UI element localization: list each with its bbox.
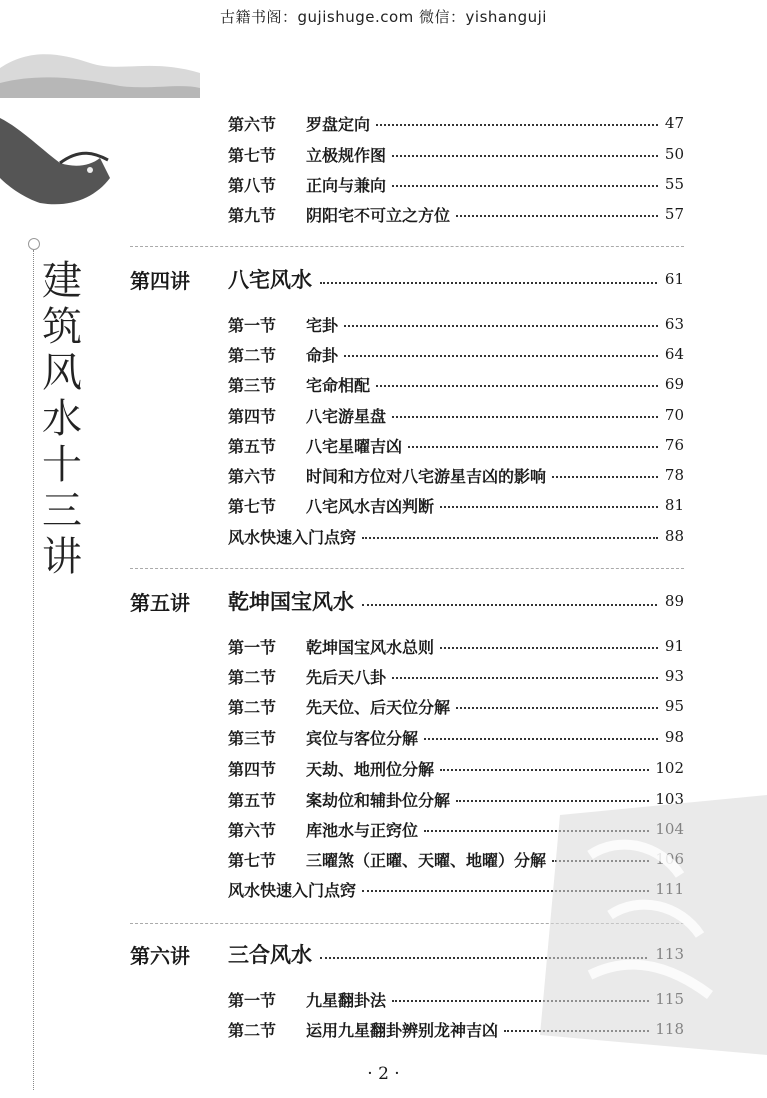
toc-entry[interactable] xyxy=(228,463,684,487)
section-title: 阴阳宅不可立之方位 xyxy=(306,205,451,225)
section-title: 先天位、后天位分解 xyxy=(306,697,451,717)
section-number: 第一节 xyxy=(228,990,277,1010)
section-number: 第七节 xyxy=(228,496,277,516)
lecture-title: 三合风水 xyxy=(228,942,312,967)
section-number: 第七节 xyxy=(228,850,277,870)
leader-dots xyxy=(424,738,658,740)
leader-dots xyxy=(392,185,658,187)
leader-dots xyxy=(376,385,658,387)
lecture-number: 第六讲 xyxy=(130,943,190,968)
section-title: 案劫位和辅卦位分解 xyxy=(306,790,451,810)
watermark-stamp xyxy=(530,795,767,1055)
page-ref: 57 xyxy=(664,205,684,223)
section-title: 乾坤国宝风水总则 xyxy=(306,637,435,657)
page-ref: 91 xyxy=(664,637,684,655)
section-title: 宅卦 xyxy=(306,315,339,335)
leader-dots xyxy=(552,476,658,478)
page-ref: 89 xyxy=(664,592,684,610)
section-number: 第一节 xyxy=(228,315,277,335)
toc-entry[interactable] xyxy=(228,433,684,457)
section-number: 第一节 xyxy=(228,637,277,657)
page-number: · 2 · xyxy=(367,1064,400,1084)
section-number: 第九节 xyxy=(228,205,277,225)
page-ref: 69 xyxy=(664,375,684,393)
page-ref: 55 xyxy=(664,175,684,193)
section-title: 八宅游星盘 xyxy=(306,406,387,426)
section-number: 第六节 xyxy=(228,466,277,486)
leader-dots xyxy=(392,155,658,157)
section-title: 先后天八卦 xyxy=(306,667,387,687)
section-title: 风水快速入门点窍 xyxy=(228,527,357,547)
page-ref: 47 xyxy=(664,114,684,132)
leader-dots xyxy=(408,446,658,448)
lecture-title: 乾坤国宝风水 xyxy=(228,589,354,614)
toc-entry[interactable] xyxy=(228,664,684,688)
section-number: 第六节 xyxy=(228,820,277,840)
section-title: 八宅星曜吉凶 xyxy=(306,436,403,456)
section-title: 命卦 xyxy=(306,345,339,365)
section-number: 第七节 xyxy=(228,145,277,165)
leader-dots xyxy=(344,355,658,357)
section-number: 第四节 xyxy=(228,759,277,779)
leader-dots xyxy=(376,124,658,126)
section-title: 时间和方位对八宅游星吉凶的影响 xyxy=(306,466,547,486)
toc-entry[interactable] xyxy=(228,202,684,226)
section-number: 第五节 xyxy=(228,436,277,456)
leader-dots xyxy=(362,537,658,539)
section-number: 第三节 xyxy=(228,375,277,395)
page-ref: 103 xyxy=(655,790,684,808)
section-title: 宅命相配 xyxy=(306,375,371,395)
toc-entry[interactable] xyxy=(228,725,684,749)
toc-entry[interactable] xyxy=(228,172,684,196)
section-divider xyxy=(130,246,684,247)
page-ref: 76 xyxy=(664,436,684,454)
toc-entry[interactable] xyxy=(228,372,684,396)
section-title: 九星翻卦法 xyxy=(306,990,387,1010)
page-ref: 81 xyxy=(664,496,684,514)
toc-entry[interactable] xyxy=(228,756,684,780)
vertical-book-title: 建筑风水十三讲 xyxy=(42,258,82,580)
leader-dots xyxy=(440,647,658,649)
section-number: 第六节 xyxy=(228,114,277,134)
page-ref: 78 xyxy=(664,466,684,484)
page-ref: 70 xyxy=(664,406,684,424)
section-title: 库池水与正窍位 xyxy=(306,820,419,840)
section-number: 第五节 xyxy=(228,790,277,810)
section-number: 第二节 xyxy=(228,345,277,365)
leader-dots xyxy=(344,325,658,327)
leader-dots xyxy=(456,215,658,217)
page-ref: 63 xyxy=(664,315,684,333)
section-number: 第二节 xyxy=(228,697,277,717)
leader-dots xyxy=(440,769,649,771)
section-title: 罗盘定向 xyxy=(306,114,371,134)
toc-entry[interactable] xyxy=(228,524,684,548)
toc-entry[interactable] xyxy=(228,634,684,658)
toc-entry[interactable] xyxy=(228,342,684,366)
section-title: 运用九星翻卦辨别龙神吉凶 xyxy=(306,1020,499,1040)
toc-entry[interactable] xyxy=(228,403,684,427)
section-number: 第二节 xyxy=(228,1020,277,1040)
section-number: 第二节 xyxy=(228,667,277,687)
toc-entry[interactable] xyxy=(228,142,684,166)
section-number: 第三节 xyxy=(228,728,277,748)
toc-entry[interactable] xyxy=(228,694,684,718)
section-title: 八宅风水吉凶判断 xyxy=(306,496,435,516)
section-number: 第八节 xyxy=(228,175,277,195)
toc-entry[interactable] xyxy=(228,312,684,336)
lecture-title: 八宅风水 xyxy=(228,267,312,292)
toc-entry[interactable] xyxy=(228,111,684,135)
page-ref: 95 xyxy=(664,697,684,715)
page-ref: 88 xyxy=(664,527,684,545)
section-title: 宾位与客位分解 xyxy=(306,728,419,748)
leader-dots xyxy=(392,416,658,418)
section-title: 三曜煞（正曜、天曜、地曜）分解 xyxy=(306,850,547,870)
leader-dots xyxy=(440,506,658,508)
page-ref: 64 xyxy=(664,345,684,363)
lecture-number: 第五讲 xyxy=(130,590,190,615)
section-number: 第四节 xyxy=(228,406,277,426)
leader-dots xyxy=(456,707,658,709)
page-ref: 93 xyxy=(664,667,684,685)
page-ref: 98 xyxy=(664,728,684,746)
toc-entry[interactable] xyxy=(228,493,684,517)
section-title: 天劫、地刑位分解 xyxy=(306,759,435,779)
leader-dots xyxy=(392,677,658,679)
leader-dots xyxy=(362,604,657,606)
section-title: 立极规作图 xyxy=(306,145,387,165)
page-ref: 102 xyxy=(655,759,684,777)
toc-lecture[interactable] xyxy=(130,264,684,294)
page-ref: 50 xyxy=(664,145,684,163)
toc-lecture[interactable] xyxy=(130,586,684,616)
lecture-number: 第四讲 xyxy=(130,268,190,293)
page-ref: 61 xyxy=(664,270,684,288)
site-header: 古籍书阁：gujishuge.com 微信：yishanguji xyxy=(220,8,547,26)
section-title: 正向与兼向 xyxy=(306,175,387,195)
section-divider xyxy=(130,568,684,569)
section-title: 风水快速入门点窍 xyxy=(228,880,357,900)
leader-dots xyxy=(320,282,657,284)
